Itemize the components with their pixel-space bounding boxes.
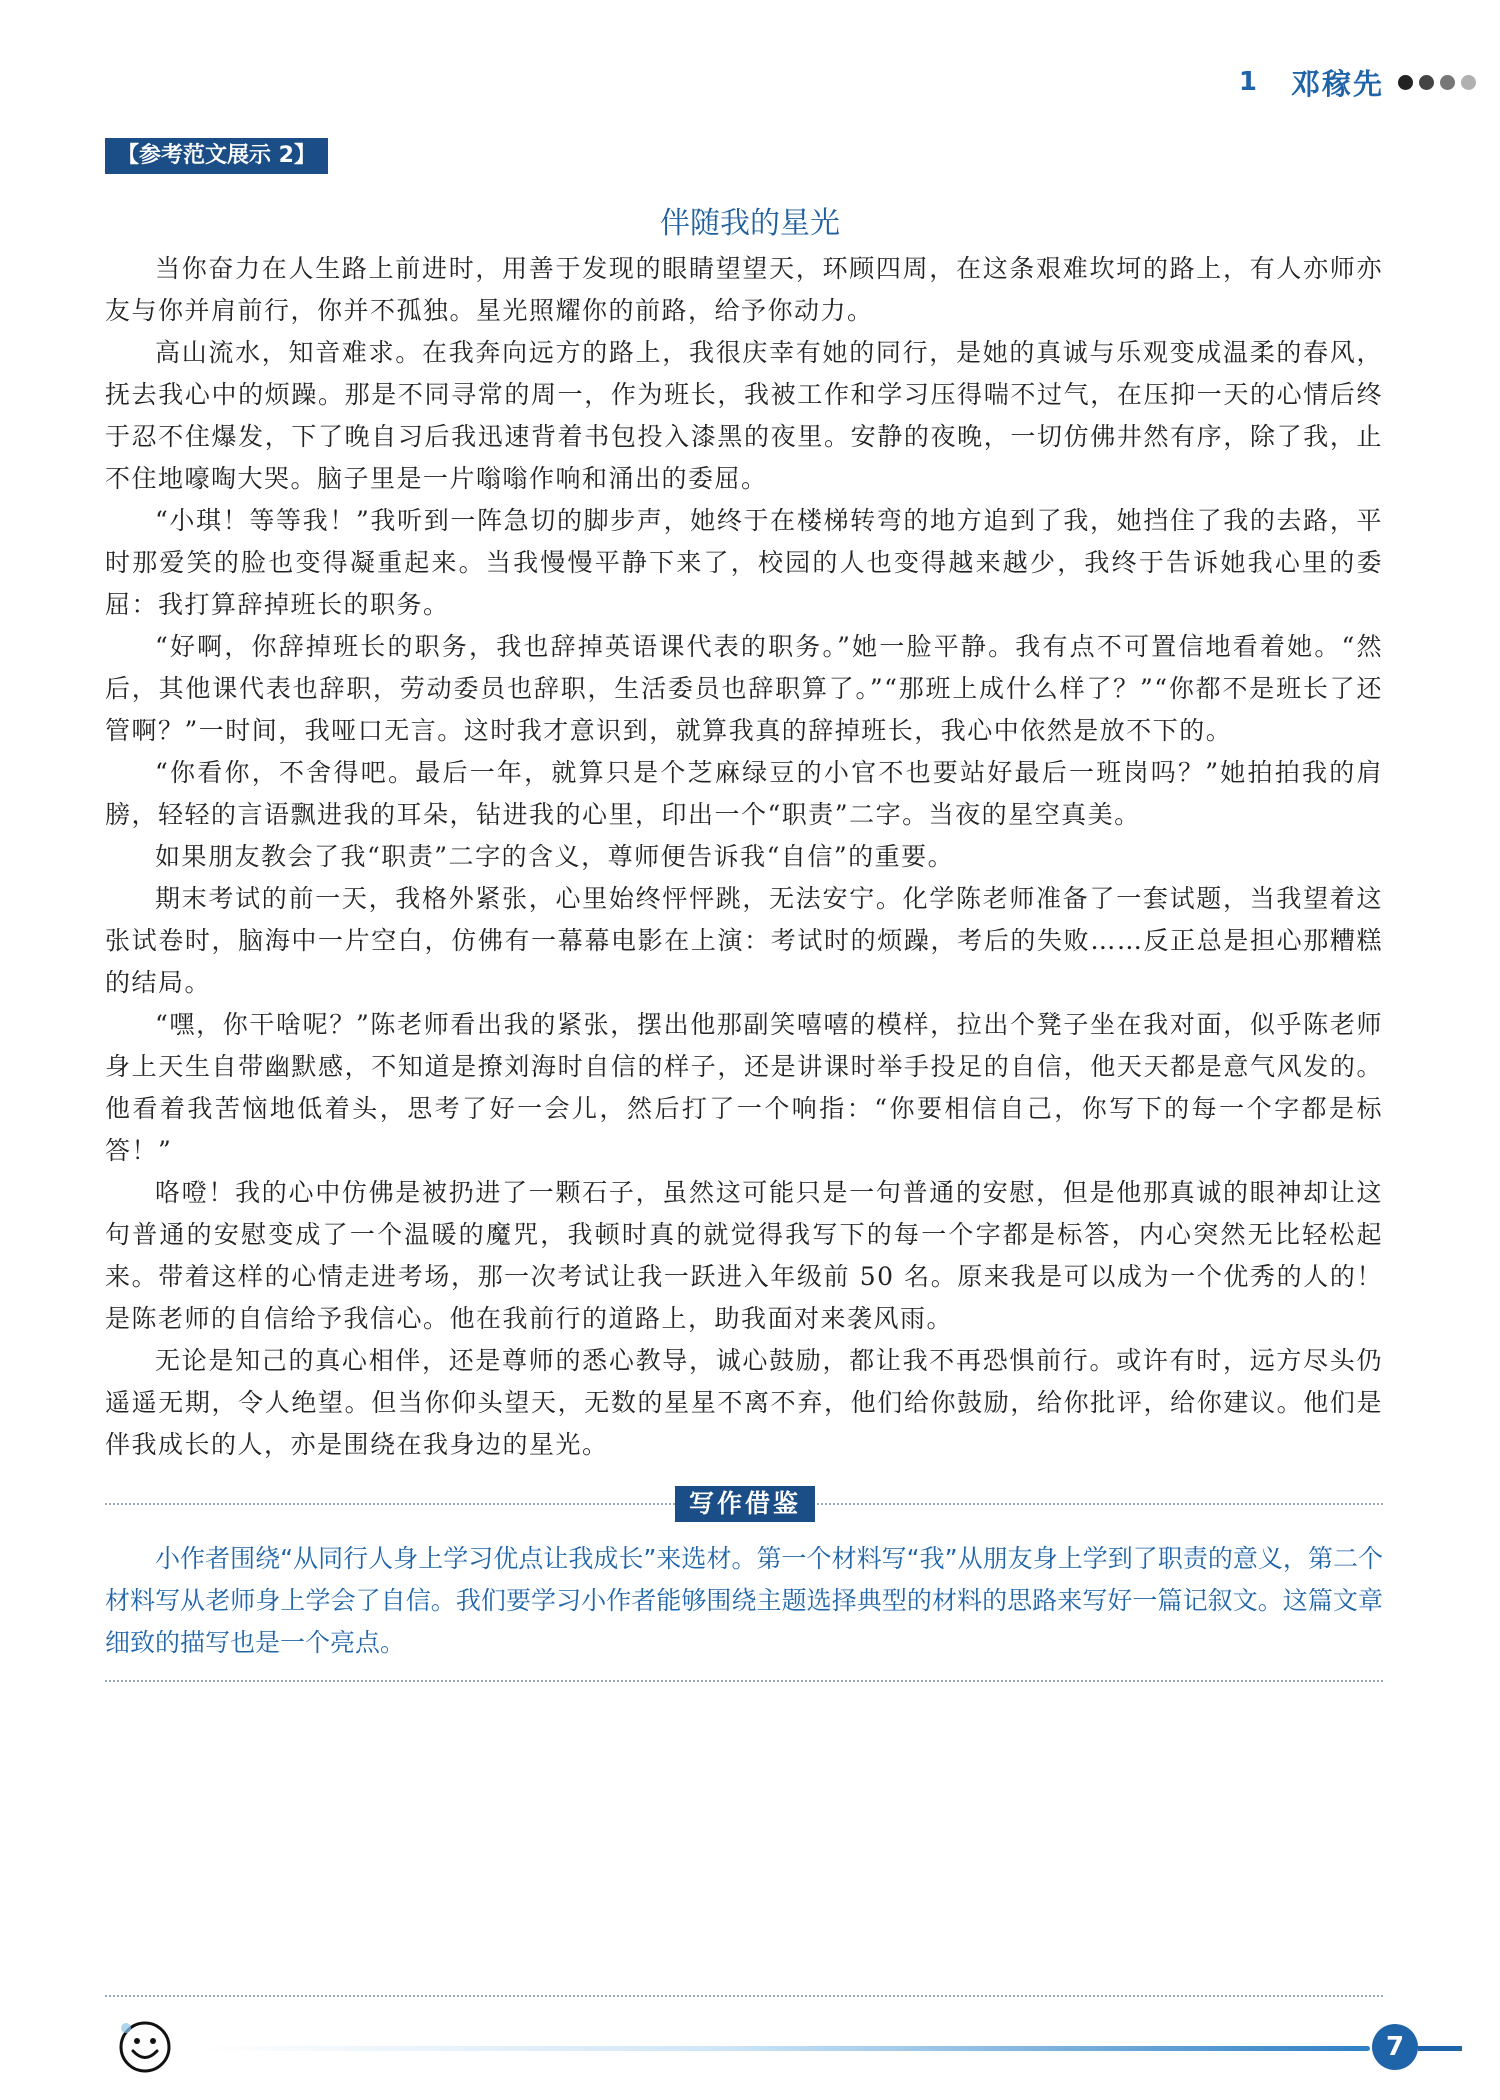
essay-paragraph: 高山流水，知音难求。在我奔向远方的路上，我很庆幸有她的同行，是她的真诚与乐观变成温柔的春风，抚去我心中的烦躁。那是不同寻常的周一，作为班长，我被工作和学习压得喘不过气，在压抑一天的心情后终于忍不住爆发，下了晚自习后我迅速背着书包投入漆黑的夜里。安静的夜晚，一切仿佛井然有序，除了我，止不住地嚎啕大哭。脑子里是一片嗡嗡作响和涌出的委屈。 [105, 338, 1383, 493]
dot-icon [1440, 75, 1455, 90]
essay-paragraph: 如果朋友教会了我“职责”二字的含义，尊师便告诉我“自信”的重要。 [155, 842, 955, 871]
dotted-divider [105, 1680, 1383, 1682]
essay-paragraph: 当你奋力在人生路上前进时，用善于发现的眼睛望望天，环顾四周，在这条艰难坎坷的路上，有人亦师亦友与你并肩前行，你并不孤独。星光照耀你的前路，给予你动力。 [105, 254, 1383, 325]
writing-reference-text-block [105, 1538, 1383, 1664]
dot-icon [1398, 75, 1413, 90]
essay-paragraph: 咯噔！我的心中仿佛是被扔进了一颗石子，虽然这可能只是一句普通的安慰，但是他那真诚的眼神却让这句普通的安慰变成了一个温暖的魔咒，我顿时真的就觉得我写下的每一个字都是标答，内心突然无比轻松起来。带着这样的心情走进考场，那一次考试让我一跃进入年级前 50 名。原来我是可以成为一个优秀的人的！是陈老师的自信给予我信心。他在我前行的道路上，助我面对来袭风雨。 [105, 1178, 1383, 1333]
essay-paragraph: “小琪！等等我！”我听到一阵急切的脚步声，她终于在楼梯转弯的地方追到了我，她挡住了我的去路，平时那爱笑的脸也变得凝重起来。当我慢慢平静下来了，校园的人也变得越来越少，我终于告诉她我心里的委屈：我打算辞掉班长的职务。 [105, 506, 1383, 619]
essay-paragraph: “好啊，你辞掉班长的职务，我也辞掉英语课代表的职务。”她一脸平静。我有点不可置信地看着她。“然后，其他课代表也辞职，劳动委员也辞职，生活委员也辞职算了。”“那班上成什么样了？”“你都不是班长了还管啊？”一时间，我哑口无言。这时我才意识到，就算我真的辞掉班长，我心中依然是放不下的。 [105, 632, 1383, 745]
page-number: 7 [1372, 2024, 1418, 2070]
essay-body [105, 248, 1383, 1466]
header-dots-decoration [1398, 75, 1482, 90]
dot-icon [1461, 75, 1476, 90]
footer-bar [195, 2046, 1370, 2051]
smiley-icon [118, 2020, 172, 2074]
page-header [1239, 62, 1482, 102]
chapter-name: 邓稼先 [1290, 66, 1384, 101]
essay-paragraph: 无论是知己的真心相伴，还是尊师的悉心教导，诚心鼓励，都让我不再恐惧前行。或许有时，远方尽头仍遥遥无期，令人绝望。但当你仰头望天，无数的星星不离不弃，他们给你鼓励，给你批评，给你建议。他们是伴我成长的人，亦是围绕在我身边的星光。 [105, 1346, 1383, 1459]
writing-reference-divider [105, 1486, 1383, 1522]
essay-paragraph: “你看你，不舍得吧。最后一年，就算只是个芝麻绿豆的小官不也要站好最后一班岗吗？”她拍拍我的肩膀，轻轻的言语飘进我的耳朵，钻进我的心里，印出一个“职责”二字。当夜的星空真美。 [105, 758, 1383, 829]
footer-divider [105, 1995, 1383, 1997]
dot-icon [1419, 75, 1434, 90]
essay-title: 伴随我的星光 [660, 206, 840, 241]
essay-paragraph: 期末考试的前一天，我格外紧张，心里始终怦怦跳，无法安宁。化学陈老师准备了一套试题，当我望着这张试卷时，脑海中一片空白，仿佛有一幕幕电影在上演：考试时的烦躁，考后的失败……反正总是担心那糟糕的结局。 [105, 884, 1383, 997]
footer-bar-tail [1418, 2046, 1462, 2051]
writing-reference-label: 写作借鉴 [675, 1486, 815, 1522]
chapter-number: 1 [1238, 67, 1257, 97]
writing-reference-text: 小作者围绕“从同行人身上学习优点让我成长”来选材。第一个材料写“我”从朋友身上学到了职责的意义，第二个材料写从老师身上学会了自信。我们要学习小作者能够围绕主题选择典型的材料的思路来写好一篇记叙文。这篇文章细致的描写也是一个亮点。 [105, 1544, 1383, 1657]
section-tag: 【参考范文展示 2】 [105, 138, 328, 174]
essay-paragraph: “嘿，你干啥呢？”陈老师看出我的紧张，摆出他那副笑嘻嘻的模样，拉出个凳子坐在我对面，似乎陈老师身上天生自带幽默感，不知道是撩刘海时自信的样子，还是讲课时举手投足的自信，他天天都是意气风发的。他看着我苦恼地低着头，思考了好一会儿，然后打了一个响指：“你要相信自己，你写下的每一个字都是标答！” [105, 1010, 1383, 1165]
